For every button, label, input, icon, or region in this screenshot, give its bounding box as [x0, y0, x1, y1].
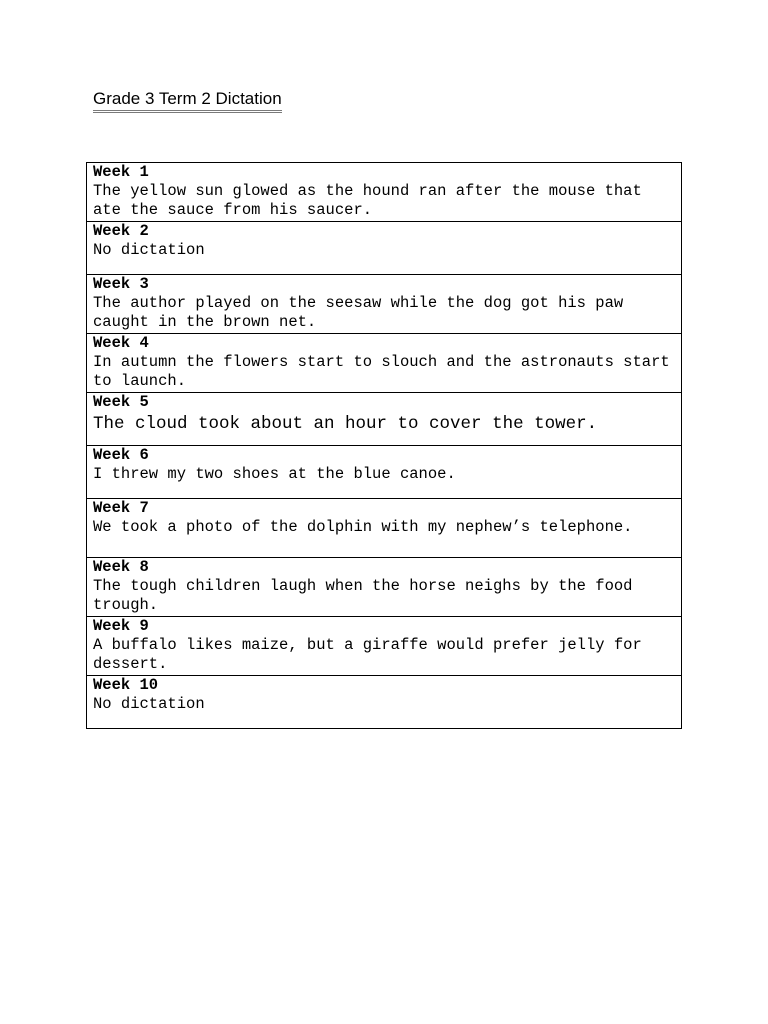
dictation-sentence: No dictation: [93, 241, 205, 259]
week-cell: [87, 275, 682, 334]
table-row: [87, 334, 682, 393]
dictation-sentence: The tough children laugh when the horse neighs by the food trough.: [93, 577, 633, 614]
table-row: [87, 222, 682, 275]
dictation-sentence: A buffalo likes maize, but a giraffe would prefer jelly for dessert.: [93, 636, 642, 673]
dictation-sentence: We took a photo of the dolphin with my nephew’s telephone.: [93, 518, 633, 536]
table-row: [87, 446, 682, 499]
document-title: Grade 3 Term 2 Dictation: [93, 88, 282, 113]
week-cell: [87, 393, 682, 446]
week-label: Week 5: [93, 393, 149, 411]
dictation-sentence: The yellow sun glowed as the hound ran after the mouse that ate the sauce from his saucer.: [93, 182, 642, 219]
week-cell: [87, 163, 682, 222]
dictation-sentence: The cloud took about an hour to cover the tower.: [93, 414, 598, 434]
week-label: Week 8: [93, 558, 149, 576]
week-cell: [87, 499, 682, 558]
dictation-table: [86, 162, 682, 729]
dictation-sentence: The author played on the seesaw while the dog got his paw caught in the brown net.: [93, 294, 624, 331]
table-row: [87, 499, 682, 558]
table-row: [87, 163, 682, 222]
week-label: Week 3: [93, 275, 149, 293]
dictation-sentence: I threw my two shoes at the blue canoe.: [93, 465, 456, 483]
week-cell: [87, 558, 682, 617]
week-label: Week 10: [93, 676, 159, 694]
table-row: [87, 275, 682, 334]
week-label: Week 9: [93, 617, 149, 635]
table-row: [87, 617, 682, 676]
week-cell: [87, 676, 682, 729]
week-label: Week 6: [93, 446, 149, 464]
table-row: [87, 676, 682, 729]
week-cell: [87, 222, 682, 275]
dictation-sentence: No dictation: [93, 695, 205, 713]
table-row: [87, 558, 682, 617]
week-label: Week 7: [93, 499, 149, 517]
week-cell: [87, 334, 682, 393]
table-row: [87, 393, 682, 446]
week-cell: [87, 617, 682, 676]
week-label: Week 2: [93, 222, 149, 240]
dictation-sentence: In autumn the flowers start to slouch and the astronauts start to launch.: [93, 353, 670, 390]
week-label: Week 4: [93, 334, 149, 352]
week-label: Week 1: [93, 163, 149, 181]
week-cell: [87, 446, 682, 499]
